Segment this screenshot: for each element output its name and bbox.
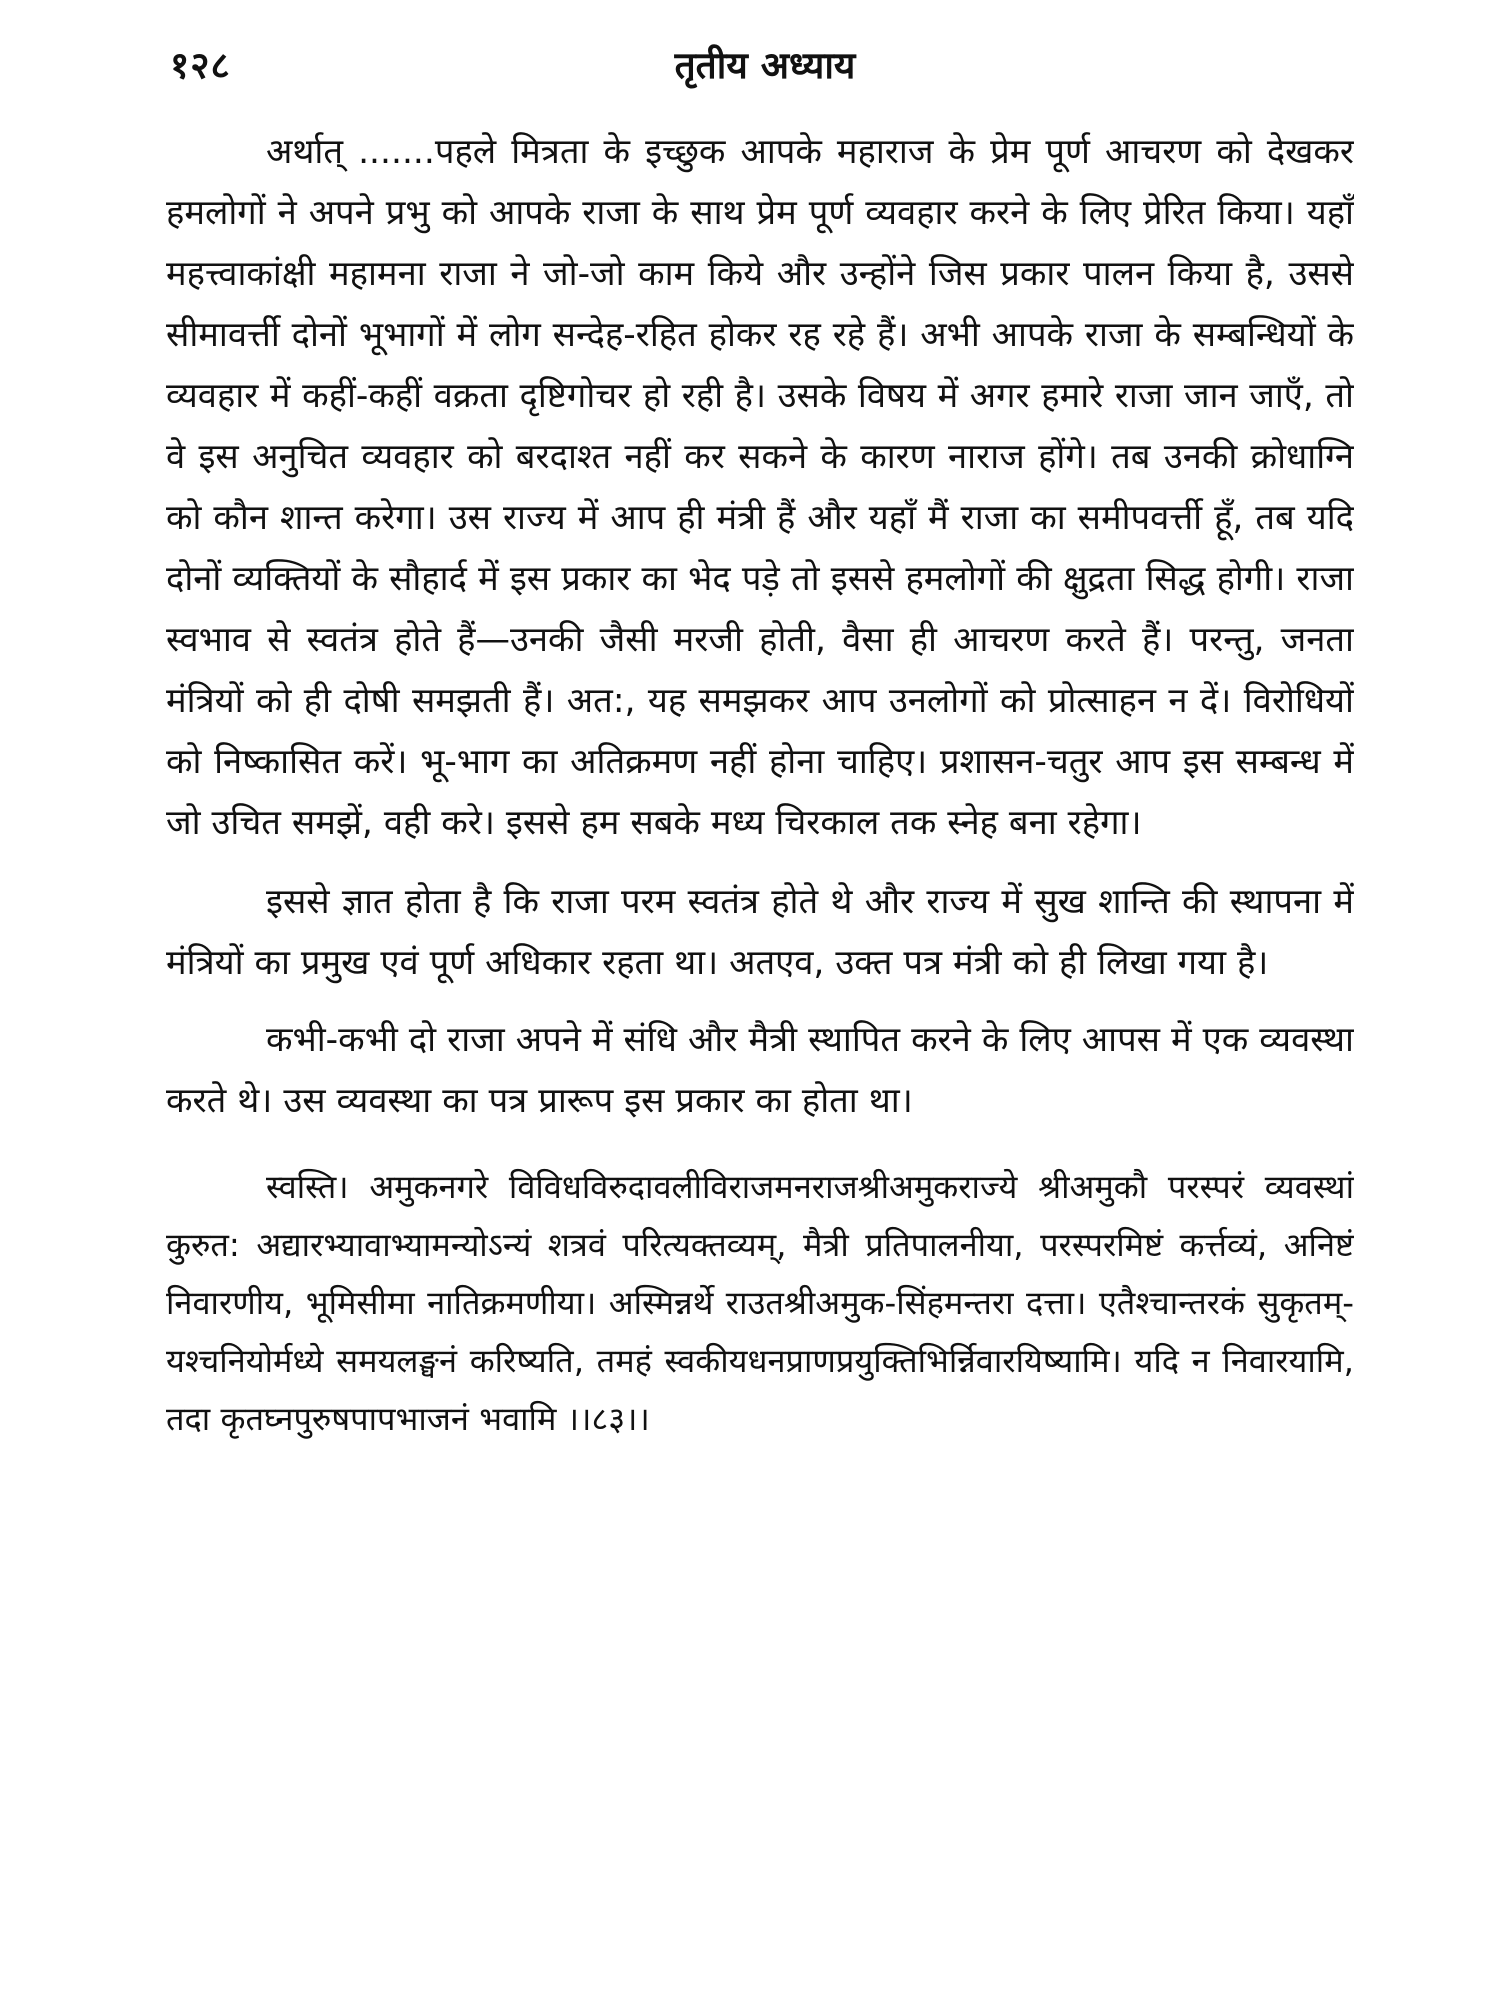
page-body	[166, 122, 1354, 1982]
paragraph-sanskrit-treaty: स्वस्ति। अमुकनगरे विविधविरुदावलीविराजमनराजश्रीअमुकराज्ये श्रीअमुकौ परस्परं व्यवस्थां कुरुत: अद्यारभ्यावाभ्यामन्योऽन्यं शत्रवं परित्यक्तव्यम्, मैत्री प्रतिपालनीया, परस्परमिष्टं कर्त्तव्यं, अनिष्टं निवारणीय, भूमिसीमा नातिक्रमणीया। अस्मिन्नर्थे राउतश्रीअमुक-सिंहमन्तरा दत्ता। एतैश्चान्तरकं सुकृतम्-यश्चनियोर्मध्ये समयलङ्घनं करिष्यति, तमहं स्वकीयधनप्राणप्रयुक्तिभिर्न्निवारयिष्यामि। यदि न निवारयामि, तदा कृतघ्नपुरुषपापभाजनं भवामि ।।८३।।	[166, 1168, 1354, 1438]
chapter-title: तृतीय अध्याय	[674, 44, 856, 87]
page-header	[170, 38, 1360, 98]
paragraph-treaty-intro: कभी-कभी दो राजा अपने में संधि और मैत्री स्थापित करने के लिए आपस में एक व्यवस्था करते थे। उस व्यवस्था का पत्र प्रारूप इस प्रकार का होता था।	[166, 1020, 1354, 1121]
paragraph-king-minister-note: इससे ज्ञात होता है कि राजा परम स्वतंत्र होते थे और राज्य में सुख शान्ति की स्थापना में मंत्रियों का प्रमुख एवं पूर्ण अधिकार रहता था। अतएव, उक्त पत्र मंत्री को ही लिखा गया है।	[166, 882, 1354, 983]
page-number: १२८	[170, 44, 231, 87]
paragraph-letter-translation: अर्थात् .......पहले मित्रता के इच्छुक आपके महाराज के प्रेम पूर्ण आचरण को देखकर हमलोगों ने अपने प्रभु को आपके राजा के साथ प्रेम पूर्ण व्यवहार करने के लिए प्रेरित किया। यहाँ महत्त्वाकांक्षी महामना राजा ने जो-जो काम किये और उन्होंने जिस प्रकार पालन किया है, उससे सीमावर्त्ती दोनों भूभागों में लोग सन्देह-रहित होकर रह रहे हैं। अभी आपके राजा के सम्बन्धियों के व्यवहार में कहीं-कहीं वक्रता दृष्टिगोचर हो रही है। उसके विषय में अगर हमारे राजा जान जाएँ, तो वे इस अनुचित व्यवहार को बरदाश्त नहीं कर सकने के कारण नाराज होंगे। तब उनकी क्रोधाग्नि को कौन शान्त करेगा। उस राज्य में आप ही मंत्री हैं और यहाँ मैं राजा का समीपवर्त्ती हूँ, तब यदि दोनों व्यक्तियों के सौहार्द में इस प्रकार का भेद पड़े तो इससे हमलोगों की क्षुद्रता सिद्ध होगी। राजा स्वभाव से स्वतंत्र होते हैं—उनकी जैसी मरजी होती, वैसा ही आचरण करते हैं। परन्तु, जनता मंत्रियों को ही दोषी समझती हैं। अत:, यह समझकर आप उनलोगों को प्रोत्साहन न दें। विरोधियों को निष्कासित करें। भू-भाग का अतिक्रमण नहीं होना चाहिए। प्रशासन-चतुर आप इस सम्बन्ध में जो उचित समझें, वही करे। इससे हम सबके मध्य चिरकाल तक स्नेह बना रहेगा।	[166, 132, 1354, 843]
